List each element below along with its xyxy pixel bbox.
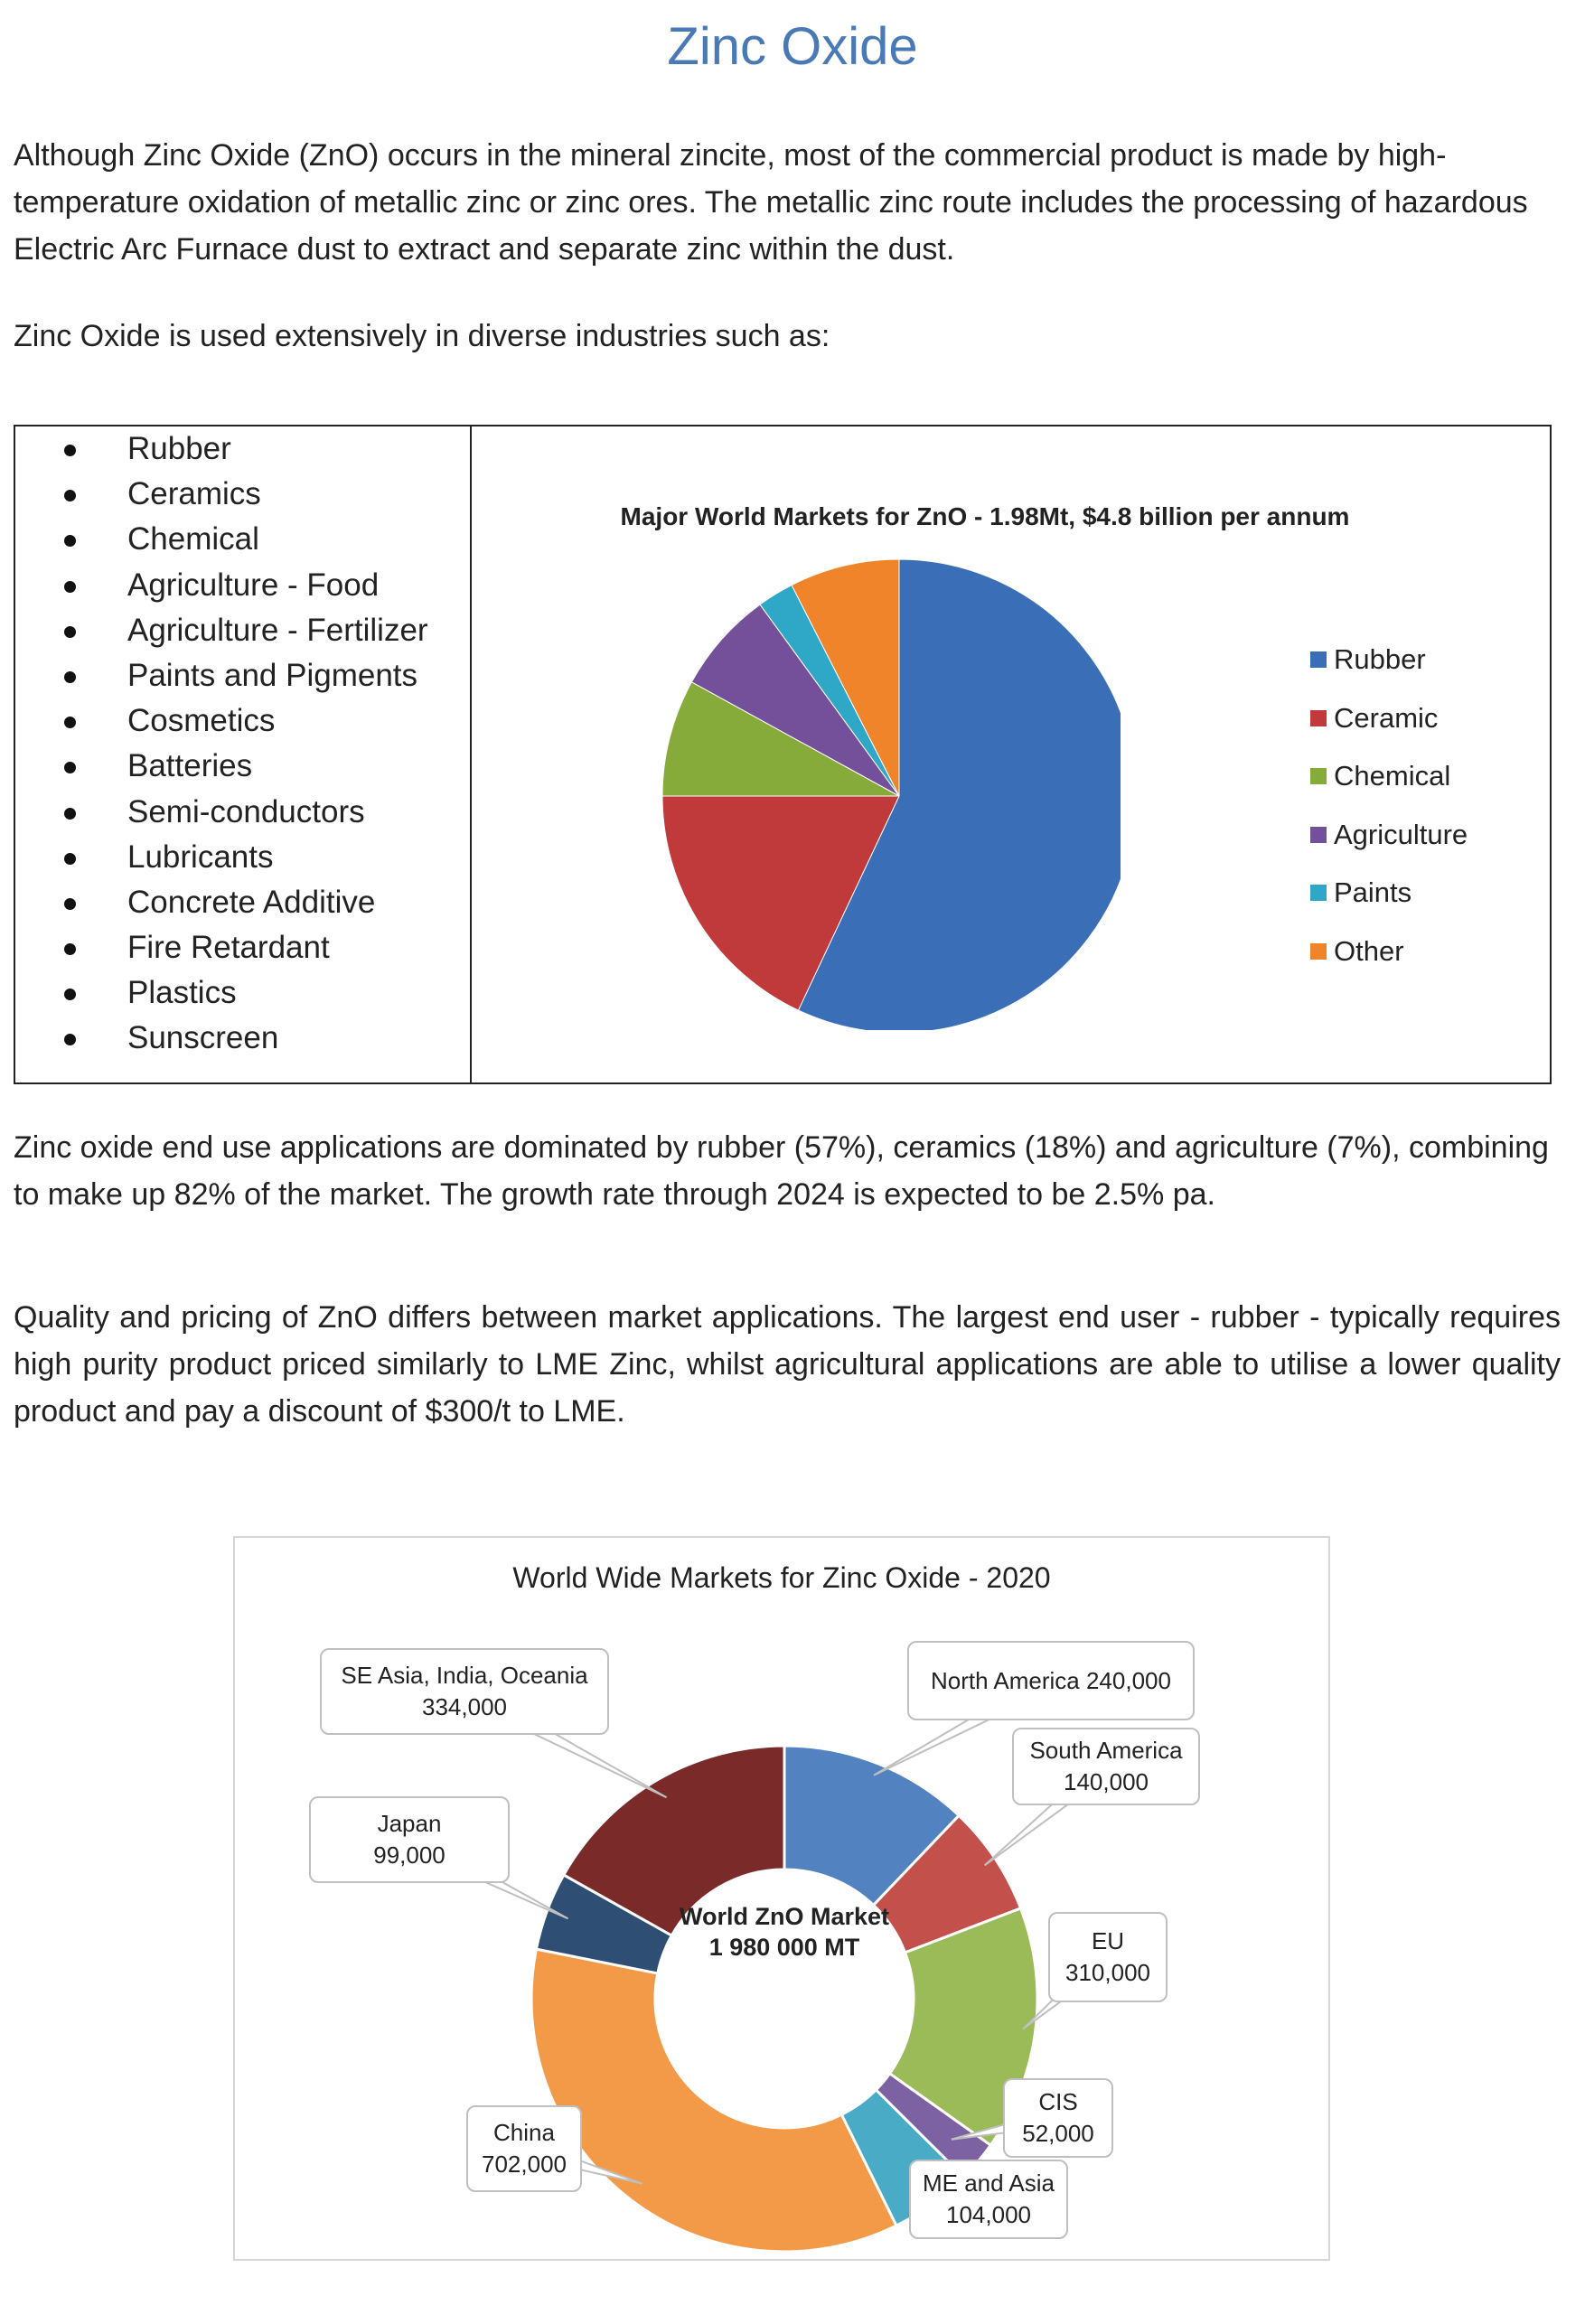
bullet-icon [64, 445, 76, 456]
industry-item [14, 790, 465, 835]
legend-swatch [1310, 885, 1327, 901]
callout-line: Japan [377, 1810, 442, 1837]
industry-label: Semi-conductors [127, 793, 365, 829]
industry-item [14, 698, 465, 744]
callout-line: SE Asia, India, Oceania [341, 1662, 588, 1689]
uses-lead-paragraph: Zinc Oxide is used extensively in diverse industries such as: [14, 319, 830, 353]
industry-label: Agriculture - Food [127, 567, 380, 603]
callout-line: ME and Asia [923, 2169, 1055, 2197]
bullet-icon [64, 1034, 76, 1045]
legend-swatch [1310, 827, 1327, 843]
donut-segment-china [531, 1949, 896, 2252]
bullet-icon [64, 853, 76, 865]
legend-item-rubber [1310, 631, 1468, 689]
callout-line: 140,000 [1064, 1768, 1149, 1795]
legend-item-chemical [1310, 747, 1468, 806]
bullet-icon [64, 898, 76, 910]
industry-item [14, 563, 465, 608]
markets-pie-chart [633, 542, 1121, 1030]
bullet-icon [64, 490, 76, 501]
callout-line: CIS [1038, 2088, 1078, 2115]
donut-chart-title: World Wide Markets for Zinc Oxide - 2020 [512, 1561, 1051, 1594]
industry-label: Chemical [127, 521, 259, 558]
industry-label: Agriculture - Fertilizer [127, 612, 428, 648]
page-title: Zinc Oxide [667, 17, 918, 76]
callout-me-and-asia [909, 2160, 1068, 2239]
callout-line: South America [1029, 1737, 1183, 1764]
industry-item [14, 472, 465, 517]
bullet-icon [64, 671, 76, 683]
industry-label: Cosmetics [127, 703, 276, 739]
industry-label: Concrete Additive [127, 884, 376, 920]
industry-label: Batteries [127, 748, 253, 784]
callout-line: 334,000 [422, 1693, 507, 1720]
bullet-icon [64, 989, 76, 1000]
industry-item [14, 835, 465, 880]
donut-center-label [649, 1901, 920, 1963]
bullet-icon [64, 943, 76, 955]
callout-line: China [493, 2119, 555, 2146]
bullet-icon [64, 717, 76, 728]
legend-label: Chemical [1334, 760, 1451, 792]
legend-swatch [1310, 710, 1327, 726]
legend-item-paints [1310, 864, 1468, 923]
table-divider [470, 425, 472, 1084]
callout-se-asia-india-oceania [320, 1648, 609, 1735]
bullet-icon [64, 762, 76, 773]
callout-china [466, 2105, 582, 2192]
callout-cis [1003, 2078, 1113, 2158]
callout-line: 702,000 [482, 2151, 567, 2178]
bullet-icon [64, 581, 76, 593]
callout-eu [1048, 1912, 1168, 2002]
industry-item [14, 970, 465, 1016]
industry-label: Paints and Pigments [127, 657, 418, 693]
industry-item [14, 744, 465, 789]
industries-list [14, 426, 465, 1062]
industry-label: Plastics [127, 975, 237, 1011]
legend-label: Agriculture [1334, 818, 1468, 850]
legend-label: Paints [1334, 876, 1412, 909]
legend-swatch [1310, 651, 1327, 668]
callout-line: North America 240,000 [931, 1666, 1171, 1694]
industry-label: Ceramics [127, 476, 261, 512]
legend-item-agriculture [1310, 806, 1468, 865]
quality-paragraph: Quality and pricing of ZnO differs between market applications. The largest end user - rubber - typically requires high purity product priced similarly to LME Zinc, whilst agricultural applications are able to utilise a lower quality product and pay a discount of $300/t to LME. [14, 1300, 1561, 1429]
legend-swatch [1310, 768, 1327, 784]
industry-item [14, 925, 465, 970]
legend-label: Rubber [1334, 643, 1426, 676]
bullet-icon [64, 808, 76, 820]
callout-line: 99,000 [373, 1841, 445, 1869]
callout-line: 104,000 [946, 2201, 1031, 2228]
callout-south-america [1012, 1728, 1200, 1805]
industry-item [14, 608, 465, 653]
industry-item [14, 653, 465, 698]
donut-center-line1: World ZnO Market [679, 1903, 890, 1930]
industry-label: Sunscreen [127, 1020, 279, 1056]
industry-label: Rubber [127, 431, 231, 466]
callout-line: 52,000 [1022, 2120, 1094, 2147]
callout-japan [309, 1796, 510, 1883]
industry-item [14, 426, 465, 472]
callout-line: EU [1091, 1927, 1125, 1954]
legend-item-other [1310, 923, 1468, 981]
industry-item [14, 880, 465, 925]
industry-label: Fire Retardant [127, 930, 330, 966]
pie-chart-title: Major World Markets for ZnO - 1.98Mt, $4.8 billion per annum [620, 502, 1350, 530]
callout-north-america [907, 1641, 1195, 1720]
intro-paragraph: Although Zinc Oxide (ZnO) occurs in the mineral zincite, most of the commercial product is made by high-temperature oxidation of metallic zinc or zinc ores. The metallic zinc route includes the processing of hazardous Electric Arc Furnace dust to extract and separate zinc within the dust. [14, 138, 1528, 267]
bullet-icon [64, 626, 76, 638]
industry-item [14, 517, 465, 562]
legend-label: Other [1334, 934, 1404, 967]
legend-swatch [1310, 943, 1327, 960]
end-use-paragraph: Zinc oxide end use applications are dominated by rubber (57%), ceramics (18%) and agriculture (7%), combining to make up 82% of the market. The growth rate through 2024 is expected to be 2.5% pa. [14, 1130, 1549, 1212]
legend-item-ceramic [1310, 689, 1468, 748]
bullet-icon [64, 535, 76, 547]
legend-label: Ceramic [1334, 701, 1439, 734]
callout-line: 310,000 [1065, 1959, 1150, 1986]
pie-legend [1310, 631, 1468, 980]
industry-label: Lubricants [127, 839, 274, 875]
donut-center-line2: 1 980 000 MT [708, 1934, 860, 1961]
industry-item [14, 1016, 465, 1061]
